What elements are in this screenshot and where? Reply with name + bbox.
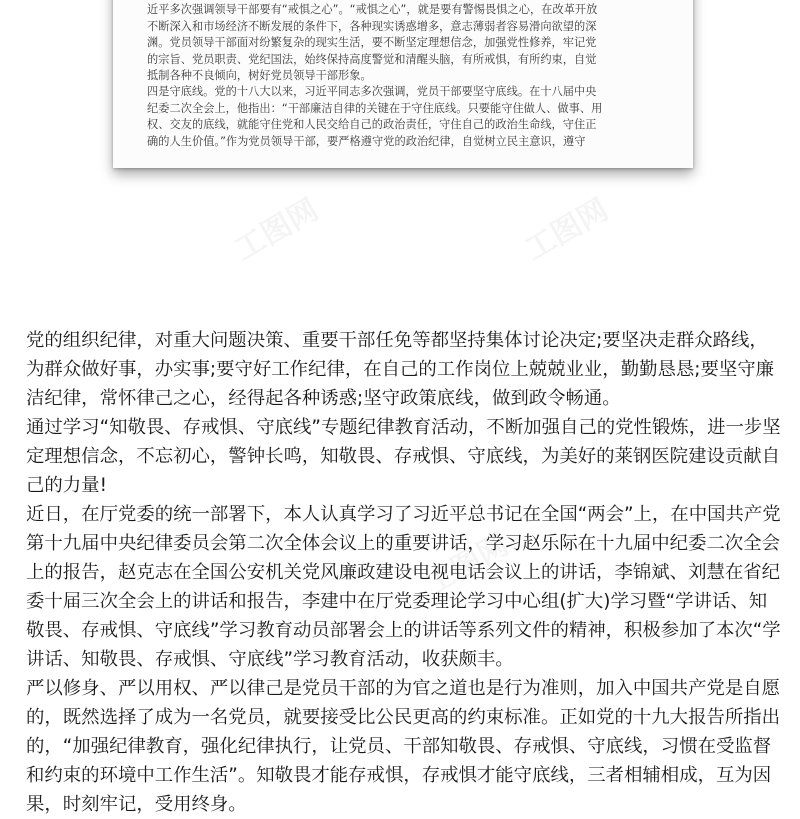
body-paragraph: 通过学习“知敬畏、存戒惧、守底线”专题纪律教育活动，不断加强自己的党性锻炼，进一步坚定理想信念，不忘初心，警钟长鸣，知敬畏、存戒惧、守底线，为美好的莱钢医院建设贡献自己的力量! (26, 417, 781, 496)
preview-line: 近平多次强调领导干部要有“戒惧之心”。“戒惧之心”，就是要有警惕畏惧之心，在改革开放 (147, 3, 598, 17)
watermark: 工图网 (229, 192, 325, 268)
preview-line: 四是守底线。党的十八大以来，习近平同志多次强调，党员干部要坚守底线。在十八届中央 (147, 85, 597, 99)
body-paragraph: 近日，在厅党委的统一部署下，本人认真学习了习近平总书记在全国“两会”上，在中国共产党第十九届中央纪律委员会第二次全体会议上的重要讲话，学习赵乐际在十九届中纪委二次全会上的报告，赵克志在全国公安机关党风廉政建设电视电话会议上的讲话，李锦斌、刘慧在省纪委十届三次全会上的讲话和报告，李建中在厅党委理论学习中心组(扩大)学习暨“学讲话、知敬畏、存戒惧、守底线”学习教育动员部署会上的讲话等系列文件的精神，积极参加了本次“学讲话、知敬畏、存戒惧、守底线”学习教育活动，收获颇丰。 (26, 504, 781, 670)
watermark: 工图网 (419, 527, 515, 603)
body-paragraph: 严以修身、严以用权、严以律己是党员干部的为官之道也是行为准则，加入中国共产党是自愿的，既然选择了成为一名党员，就要接受比公民更高的约束标准。正如党的十九大报告所指出的，“加强纪律教育，强化纪律执行，让党员、干部知敬畏、存戒惧、守底线，习惯在受监督和约束的环境中工作生活”。知敬畏才能存戒惧，存戒惧才能守底线，三者相辅相成，互为因果，时刻牢记，受用终身。 (26, 678, 781, 815)
document-body (26, 326, 782, 819)
preview-line: 确的人生价值。”作为党员领导干部，要严格遵守党的政治纪律，自觉树立民主意识，遵守 (147, 134, 586, 148)
preview-line: 不断深入和市场经济不断发展的条件下，各种现实诱惑增多，意志薄弱者容易滑向欲望的深 (147, 19, 597, 33)
preview-line: 抵制各种不良倾向，树好党员领导干部形象。 (147, 69, 372, 83)
preview-line: 的宗旨、党员职责、党纪国法，始终保持高度警觉和清醒头脑，有所戒惧，有所约束，自觉 (147, 52, 597, 66)
preview-line: 权、交友的底线，就能守住党和人民交给自己的政治责任，守住自己的政治生命线，守住正 (147, 118, 597, 132)
preview-line: 纪委二次全会上，他指出：“干部廉洁自律的关键在于守住底线。只要能守住做人、做事、用 (147, 101, 603, 115)
preview-line: 渊。党员领导干部面对纷繁复杂的现实生活，要不断坚定理想信念，加强党性修养，牢记党 (147, 36, 597, 50)
body-paragraph: 党的组织纪律，对重大问题决策、重要干部任免等都坚持集体讨论决定;要坚决走群众路线，为群众做好事，办实事;要守好工作纪律，在自己的工作岗位上兢兢业业，勤勤恳恳;要坚守廉洁纪律，常怀律己之心，经得起各种诱惑;坚守政策底线，做到政令畅通。 (26, 330, 775, 409)
document-preview-text (147, 0, 659, 150)
document-preview-card (113, 0, 693, 168)
watermark: 工图网 (519, 192, 615, 268)
